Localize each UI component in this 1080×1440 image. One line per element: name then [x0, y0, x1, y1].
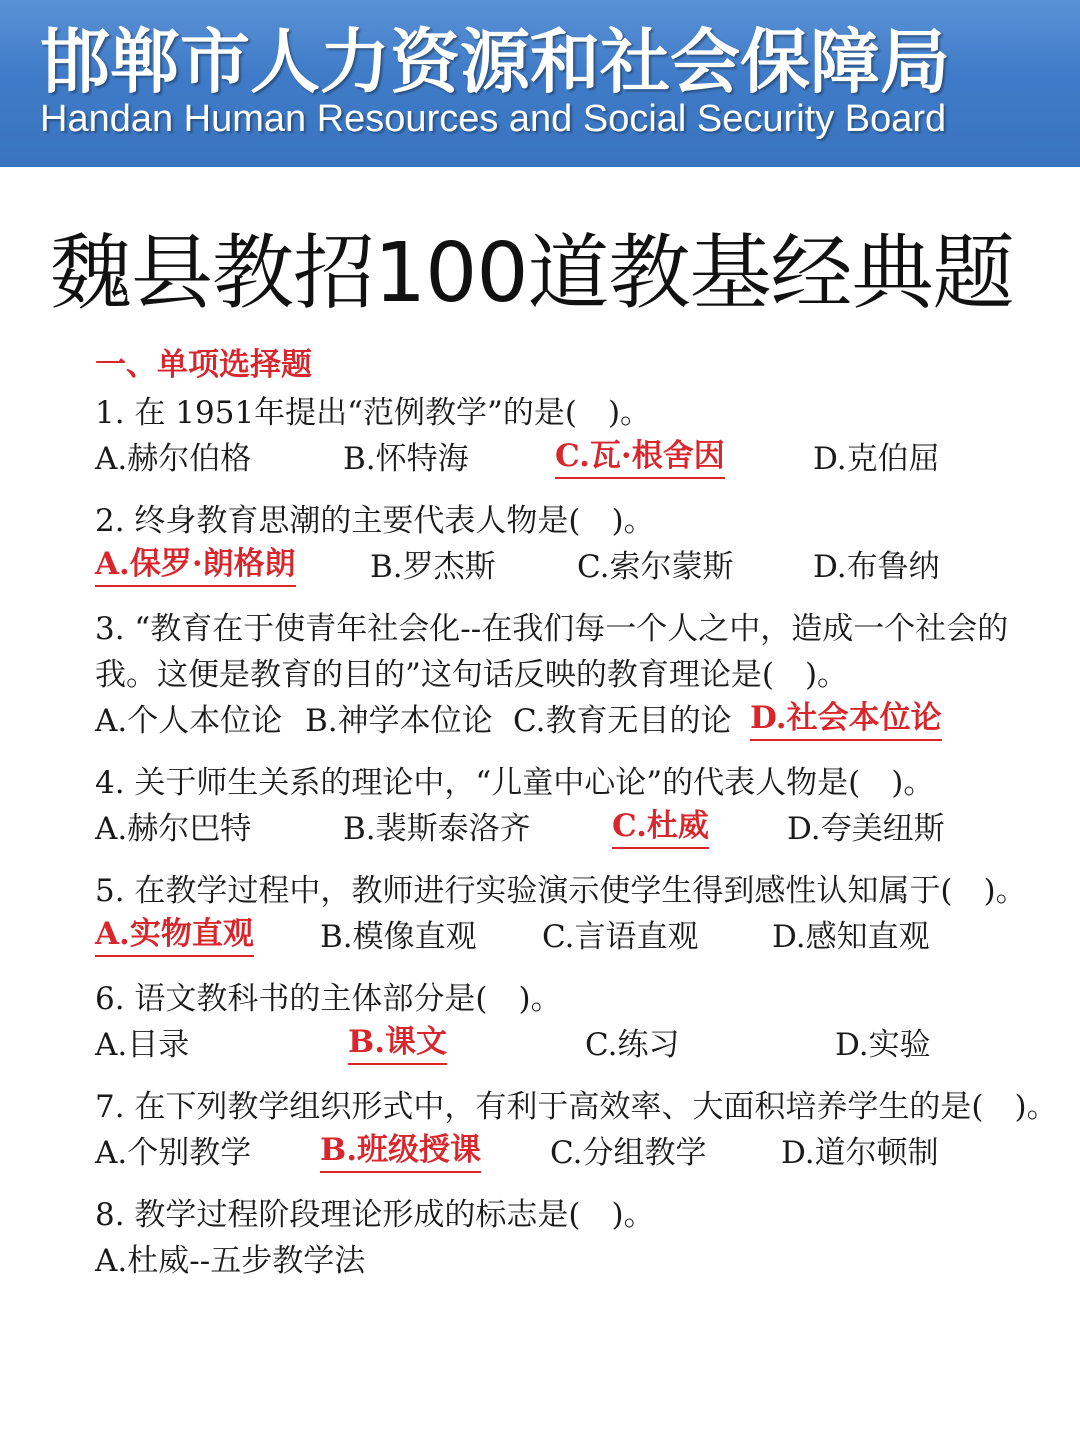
option-b-correct-answer: B.课文 [348, 1022, 447, 1065]
option-row [95, 544, 1035, 590]
question-stem: 2. 终身教育思潮的主要代表人物是( )。 [95, 503, 655, 539]
option-row [95, 806, 1035, 852]
option-d: D.道尔顿制 [781, 1135, 939, 1171]
question-stem: 8. 教学过程阶段理论形成的标志是( )。 [95, 1197, 655, 1233]
option-c: C.分组教学 [550, 1135, 707, 1171]
question-1 [95, 390, 1035, 482]
option-row [95, 1130, 1035, 1176]
option-row [95, 436, 1035, 482]
option-d: D.感知直观 [772, 919, 930, 955]
option-c: C.言语直观 [542, 919, 699, 955]
question-stem: 3. “教育在于使青年社会化--在我们每一个人之中，造成一个社会的我。这便是教育的目的”这句话反映的教育理论是( )。 [95, 611, 1009, 693]
option-b-correct-answer: B.班级授课 [320, 1130, 481, 1173]
option-a: A.个别教学 [95, 1135, 252, 1171]
question-stem: 5. 在教学过程中，教师进行实验演示使学生得到感性认知属于( )。 [95, 873, 1027, 909]
option-d-correct-answer: D.社会本位论 [750, 698, 942, 741]
question-8 [95, 1192, 1035, 1284]
option-c: C.索尔蒙斯 [577, 549, 734, 585]
question-2 [95, 498, 1035, 590]
option-d: D.布鲁纳 [813, 549, 940, 585]
option-c: C.练习 [585, 1027, 680, 1063]
option-d: D.实验 [835, 1027, 931, 1063]
option-row [95, 914, 1035, 960]
option-c: C.教育无目的论 [513, 703, 732, 739]
option-d: D.夸美纽斯 [787, 811, 945, 847]
banner-title-en: Handan Human Resources and Social Security Board [40, 98, 947, 140]
question-stem: 1. 在 1951年提出“范例教学”的是( )。 [95, 395, 652, 431]
option-a: A.个人本位论 [95, 703, 283, 739]
option-c-correct-answer: C.瓦·根舍因 [555, 436, 725, 479]
option-b: B.裴斯泰洛齐 [343, 811, 531, 847]
option-b: B.罗杰斯 [370, 549, 496, 585]
option-row [95, 1022, 1035, 1068]
option-d: D.克伯屈 [813, 441, 940, 477]
question-list [95, 340, 1058, 1300]
option-b: B.怀特海 [343, 441, 469, 477]
option-b: B.模像直观 [320, 919, 477, 955]
question-stem: 4. 关于师生关系的理论中，“儿童中心论”的代表人物是( )。 [95, 765, 935, 801]
question-stem: 7. 在下列教学组织形式中，有利于高效率、大面积培养学生的是( )。 [95, 1089, 1058, 1125]
option-a: A.赫尔巴特 [95, 811, 252, 847]
option-c-correct-answer: C.杜威 [612, 806, 709, 849]
question-7 [95, 1084, 1058, 1176]
question-stem: 6. 语文教科书的主体部分是( )。 [95, 981, 562, 1017]
question-6 [95, 976, 1035, 1068]
page-title: 魏县教招100道教基经典题 [50, 226, 1014, 321]
question-4 [95, 760, 1035, 852]
question-3 [95, 606, 1035, 744]
option-row [95, 698, 1035, 744]
question-5 [95, 868, 1035, 960]
option-a: A.赫尔伯格 [95, 441, 252, 477]
option-row [95, 1238, 1035, 1284]
option-a-correct-answer: A.实物直观 [95, 914, 254, 957]
option-a: A.目录 [95, 1027, 190, 1063]
option-a: A.杜威--五步教学法 [95, 1243, 366, 1279]
header-banner [0, 0, 1080, 167]
banner-title-cn: 邯郸市人力资源和社会保障局 [40, 21, 950, 103]
option-b: B.神学本位论 [305, 703, 493, 739]
section-heading: 一、单项选择题 [95, 347, 312, 383]
option-a-correct-answer: A.保罗·朗格朗 [95, 544, 296, 587]
